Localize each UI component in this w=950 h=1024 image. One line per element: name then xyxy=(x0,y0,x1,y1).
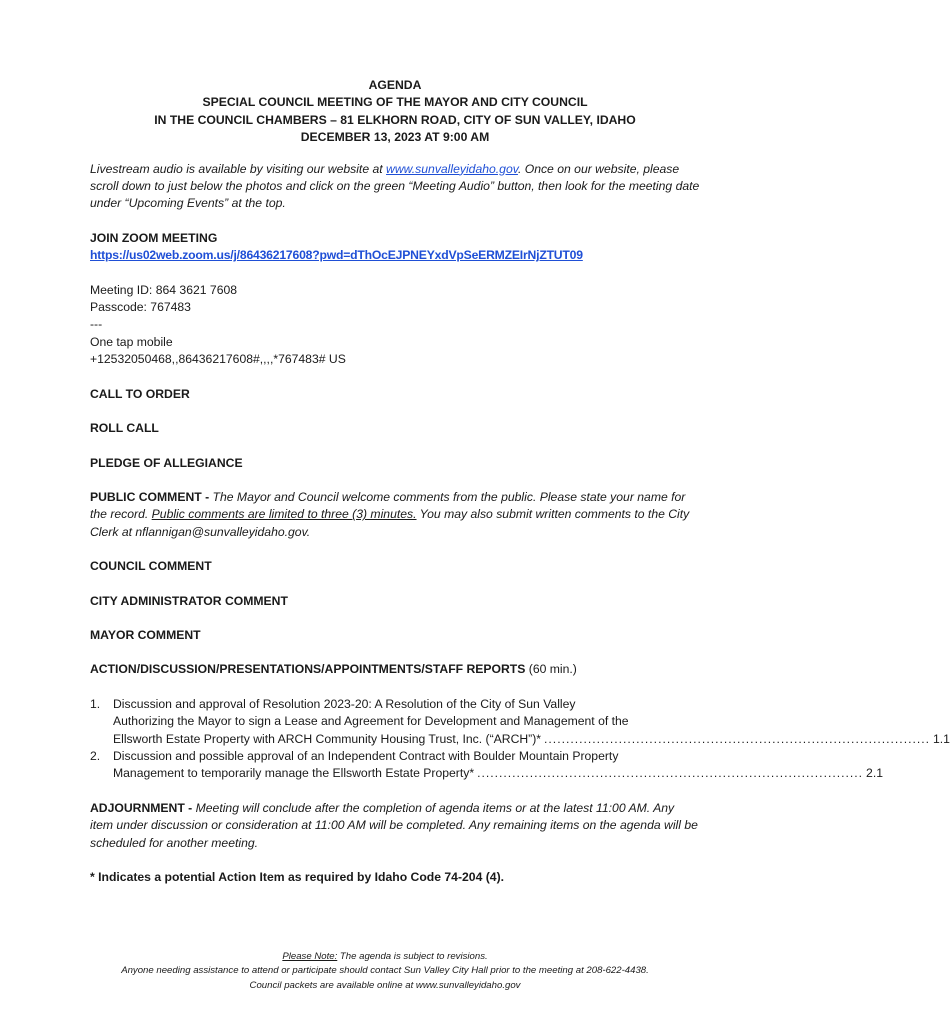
agenda-content xyxy=(90,77,950,886)
dot-leader: ........................................................................................ xyxy=(544,731,931,746)
agenda-item-1 xyxy=(90,696,950,748)
header-meeting-type: SPECIAL COUNCIL MEETING OF THE MAYOR AND CITY COUNCIL xyxy=(202,95,588,110)
action-item-note: * Indicates a potential Action Item as required by Idaho Code 74-204 (4). xyxy=(90,870,505,884)
council-comment: COUNCIL COMMENT xyxy=(90,559,212,574)
roll-call: ROLL CALL xyxy=(90,421,159,436)
footer-packets: Council packets are available online at www.sunvalleyidaho.gov xyxy=(249,979,521,991)
call-to-order: CALL TO ORDER xyxy=(90,386,190,401)
zoom-section xyxy=(90,230,700,265)
pledge-of-allegiance: PLEDGE OF ALLEGIANCE xyxy=(90,455,243,470)
website-link[interactable]: www.sunvalleyidaho.gov xyxy=(386,161,518,176)
footer-note-text: The agenda is subject to revisions. xyxy=(337,951,488,962)
livestream-post: . Once on our website, please scroll down to just below the photos and click on the green “Meeting Audio” button, then look for the meeting date under “Upcoming Events” at the top. xyxy=(90,161,700,211)
item-line: Management to temporarily manage the Ellsworth Estate Property* xyxy=(113,766,475,781)
livestream-pre: Livestream audio is available by visiting our website at xyxy=(90,161,387,176)
action-duration: (60 min.) xyxy=(525,662,577,677)
public-comment xyxy=(90,489,700,541)
agenda-header xyxy=(90,77,700,147)
zoom-link[interactable]: https://us02web.zoom.us/j/86436217608?pwd=dThOcEJPNEYxdVpSeERMZEIrNjZTUT09 xyxy=(90,248,583,263)
passcode: Passcode: 767483 xyxy=(90,300,191,315)
header-location: IN THE COUNCIL CHAMBERS – 81 ELKHORN ROAD, CITY OF SUN VALLEY, IDAHO xyxy=(154,112,636,127)
item-last-line xyxy=(113,765,883,782)
item-line: Ellsworth Estate Property with ARCH Community Housing Trust, Inc. (“ARCH”)* xyxy=(113,731,542,746)
page-footer xyxy=(0,950,770,993)
header-title: AGENDA xyxy=(368,78,422,92)
livestream-paragraph xyxy=(90,161,700,213)
public-comment-written: You may also submit written comments to the City Clerk at nflannigan@sunvalleyidaho.gov. xyxy=(90,507,690,539)
city-administrator-comment: CITY ADMINISTRATOR COMMENT xyxy=(90,593,288,608)
action-title: ACTION/DISCUSSION/PRESENTATIONS/APPOINTMENTS/STAFF REPORTS xyxy=(90,662,526,677)
adjournment xyxy=(90,800,700,852)
adjournment-title: ADJOURNMENT - xyxy=(90,800,196,815)
agenda-items xyxy=(90,696,950,783)
item-line: Discussion and approval of Resolution 2023-20: A Resolution of the City of Sun Valley xyxy=(113,696,576,711)
item-line: Authorizing the Mayor to sign a Lease and Agreement for Development and Management of the xyxy=(113,714,629,729)
mayor-comment: MAYOR COMMENT xyxy=(90,627,201,642)
item-number: 1. xyxy=(90,696,101,711)
header-date: DECEMBER 13, 2023 AT 9:00 AM xyxy=(300,130,490,145)
footer-note-label: Please Note: xyxy=(282,951,338,962)
zoom-title: JOIN ZOOM MEETING xyxy=(90,230,218,245)
one-tap-label: One tap mobile xyxy=(90,334,173,349)
meeting-info xyxy=(90,282,700,369)
item-page-ref: 1.1 xyxy=(933,731,950,746)
item-last-line xyxy=(113,731,950,748)
separator: --- xyxy=(90,317,103,332)
dot-leader: ........................................................................................ xyxy=(477,766,864,781)
public-comment-title: PUBLIC COMMENT - xyxy=(90,489,213,504)
agenda-item-2 xyxy=(90,748,883,783)
item-line: Discussion and possible approval of an Independent Contract with Boulder Mountain Property xyxy=(113,748,619,763)
meeting-id: Meeting ID: 864 3621 7608 xyxy=(90,282,238,297)
adjournment-text: Meeting will conclude after the completion of agenda items or at the latest 11:00 AM. Any item under discussion or consideration at 11:00 AM will be completed. Any remaining items on the agenda will be scheduled for another meeting. xyxy=(90,800,698,850)
item-number: 2. xyxy=(90,748,101,763)
item-page-ref: 2.1 xyxy=(866,766,883,781)
one-tap-number: +12532050468,,86436217608#,,,,*767483# US xyxy=(90,352,346,367)
public-comment-limit: Public comments are limited to three (3) minutes. xyxy=(151,507,417,522)
public-comment-text: The Mayor and Council welcome comments from the public. Please state your name for the record. xyxy=(90,489,686,522)
action-heading xyxy=(90,661,700,678)
footer-assistance: Anyone needing assistance to attend or participate should contact Sun Valley City Hall prior to the meeting at 208-622-4438. xyxy=(121,965,649,977)
